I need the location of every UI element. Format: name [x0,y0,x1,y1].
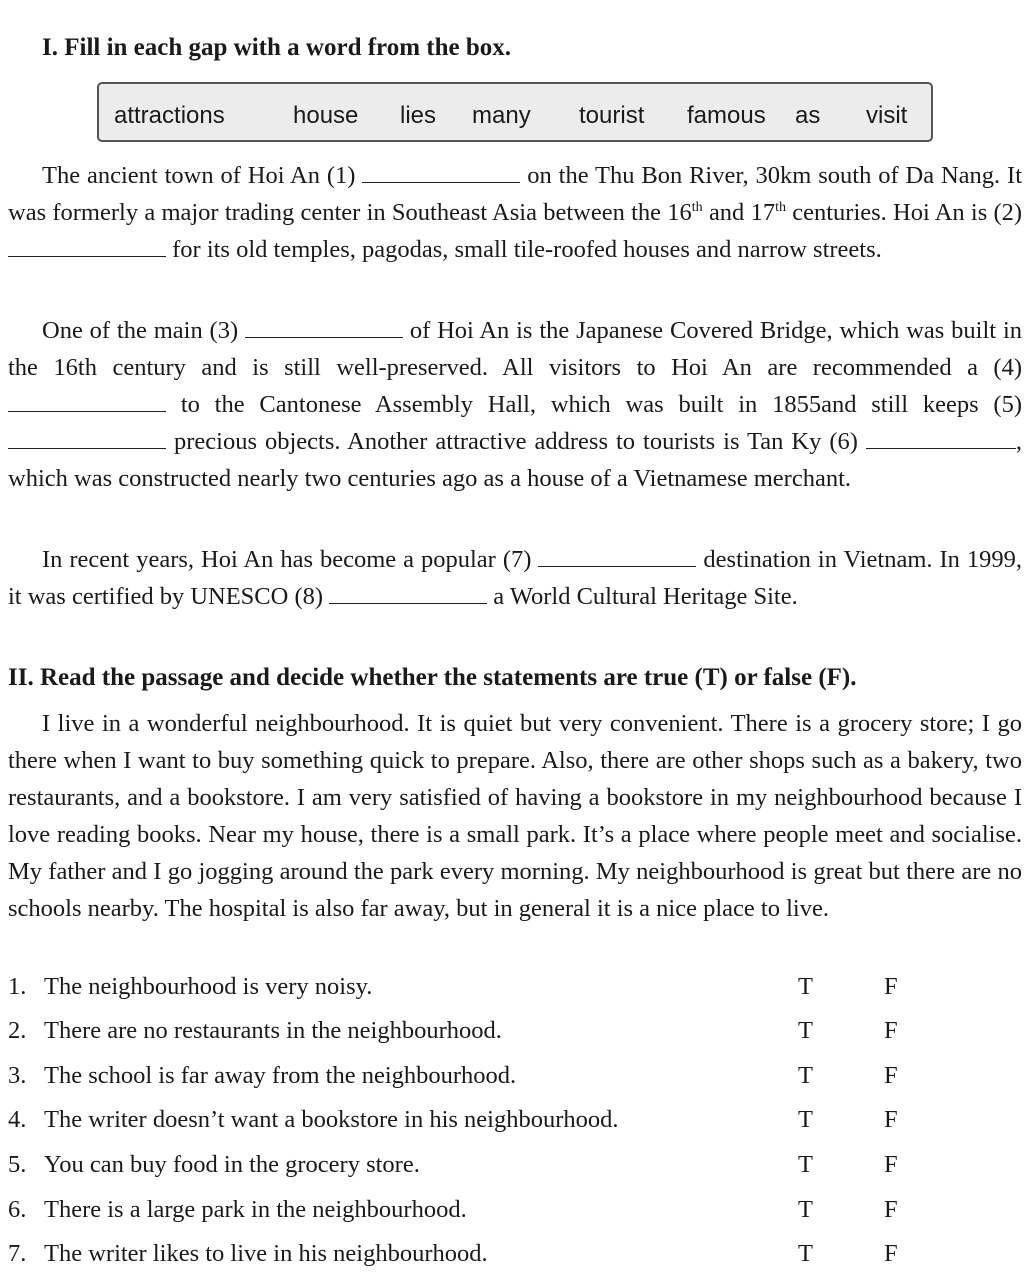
section-1-title: I. Fill in each gap with a word from the box. [42,34,511,61]
false-option[interactable]: F [884,1240,898,1267]
word-box-item: house [293,102,359,129]
gap-7[interactable] [538,549,696,567]
statement-text: The writer doesn’t want a bookstore in his neighbourhood. [44,1106,619,1133]
statement-number: 3. [8,1062,27,1089]
statement-number: 5. [8,1151,27,1178]
false-option[interactable]: F [884,1196,898,1223]
statement-number: 6. [8,1196,27,1223]
word-box-item: as [795,102,821,129]
statement-number: 7. [8,1240,27,1267]
word-box-item: tourist [579,102,645,129]
gap-5[interactable] [8,431,166,449]
gap-4[interactable] [8,394,166,412]
gap-8[interactable] [329,586,487,604]
passage-1-paragraph-1: The ancient town of Hoi An (1) on the Thu Bon River, 30km south of Da Nang. It was formerly a major trading center in Southeast Asia between the 16th and 17th centuries. Hoi An is (2) for its old temples, pagodas, small tile-roofed houses and narrow streets. [8,162,1023,263]
passage-1-paragraph-3: In recent years, Hoi An has become a popular (7) destination in Vietnam. In 1999, it was certified by UNESCO (8) a World Cultural Heritage Site. [8,546,1023,610]
true-option[interactable]: T [798,973,813,1000]
gap-3[interactable] [245,320,403,338]
false-option[interactable]: F [884,973,898,1000]
word-box-item: visit [866,102,908,129]
true-option[interactable]: T [798,1196,813,1223]
passage-1-paragraph-2: One of the main (3) of Hoi An is the Japanese Covered Bridge, which was built in the 16th century and is still well-preserved. All visitors to Hoi An are recommended a (4) to the Cantonese Assembly Hall, which was built in 1855and still keeps (5) precious objects. Another attractive address to tourists is Tan Ky (6) , which was constructed nearly two centuries ago as a house of a Vietnamese merchant. [8,317,1023,492]
statement-row [8,1196,1018,1236]
statement-number: 4. [8,1106,27,1133]
statement-text: There are no restaurants in the neighbourhood. [44,1017,502,1044]
statement-row [8,1151,1018,1191]
gap-6[interactable] [866,431,1016,449]
true-option[interactable]: T [798,1017,813,1044]
true-option[interactable]: T [798,1240,813,1267]
statement-row [8,1017,1018,1057]
word-box [97,82,933,142]
gap-2[interactable] [8,239,166,257]
passage-2: I live in a wonderful neighbourhood. It is quiet but very convenient. There is a grocery store; I go there when I want to buy something quick to prepare. Also, there are other shops such as a bakery, two restaurants, and a bookstore. I am very satisfied of having a bookstore in my neighbourhood because I love reading books. Near my house, there is a small park. It’s a place where people meet and socialise. My father and I go jogging around the park every morning. My neighbourhood is great but there are no schools nearby. The hospital is also far away, but in general it is a nice place to live. [8,710,1022,922]
statement-text: The neighbourhood is very noisy. [44,973,373,1000]
statement-row [8,1106,1018,1146]
section-2-title: II. Read the passage and decide whether the statements are true (T) or false (F). [8,664,857,691]
true-option[interactable]: T [798,1151,813,1178]
word-box-item: attractions [114,102,225,129]
statement-row [8,1240,1018,1280]
statement-number: 2. [8,1017,27,1044]
word-box-item: lies [400,102,437,129]
false-option[interactable]: F [884,1151,898,1178]
statement-row [8,973,1018,1013]
false-option[interactable]: F [884,1017,898,1044]
word-box-item: famous [687,102,766,129]
statement-text: The school is far away from the neighbourhood. [44,1062,517,1089]
true-option[interactable]: T [798,1062,813,1089]
true-option[interactable]: T [798,1106,813,1133]
gap-1[interactable] [362,165,520,183]
statement-row [8,1062,1018,1102]
false-option[interactable]: F [884,1106,898,1133]
statement-text: The writer likes to live in his neighbourhood. [44,1240,488,1267]
word-box-item: many [472,102,531,129]
statement-text: There is a large park in the neighbourhood. [44,1196,467,1223]
false-option[interactable]: F [884,1062,898,1089]
statement-text: You can buy food in the grocery store. [44,1151,420,1178]
statement-number: 1. [8,973,27,1000]
